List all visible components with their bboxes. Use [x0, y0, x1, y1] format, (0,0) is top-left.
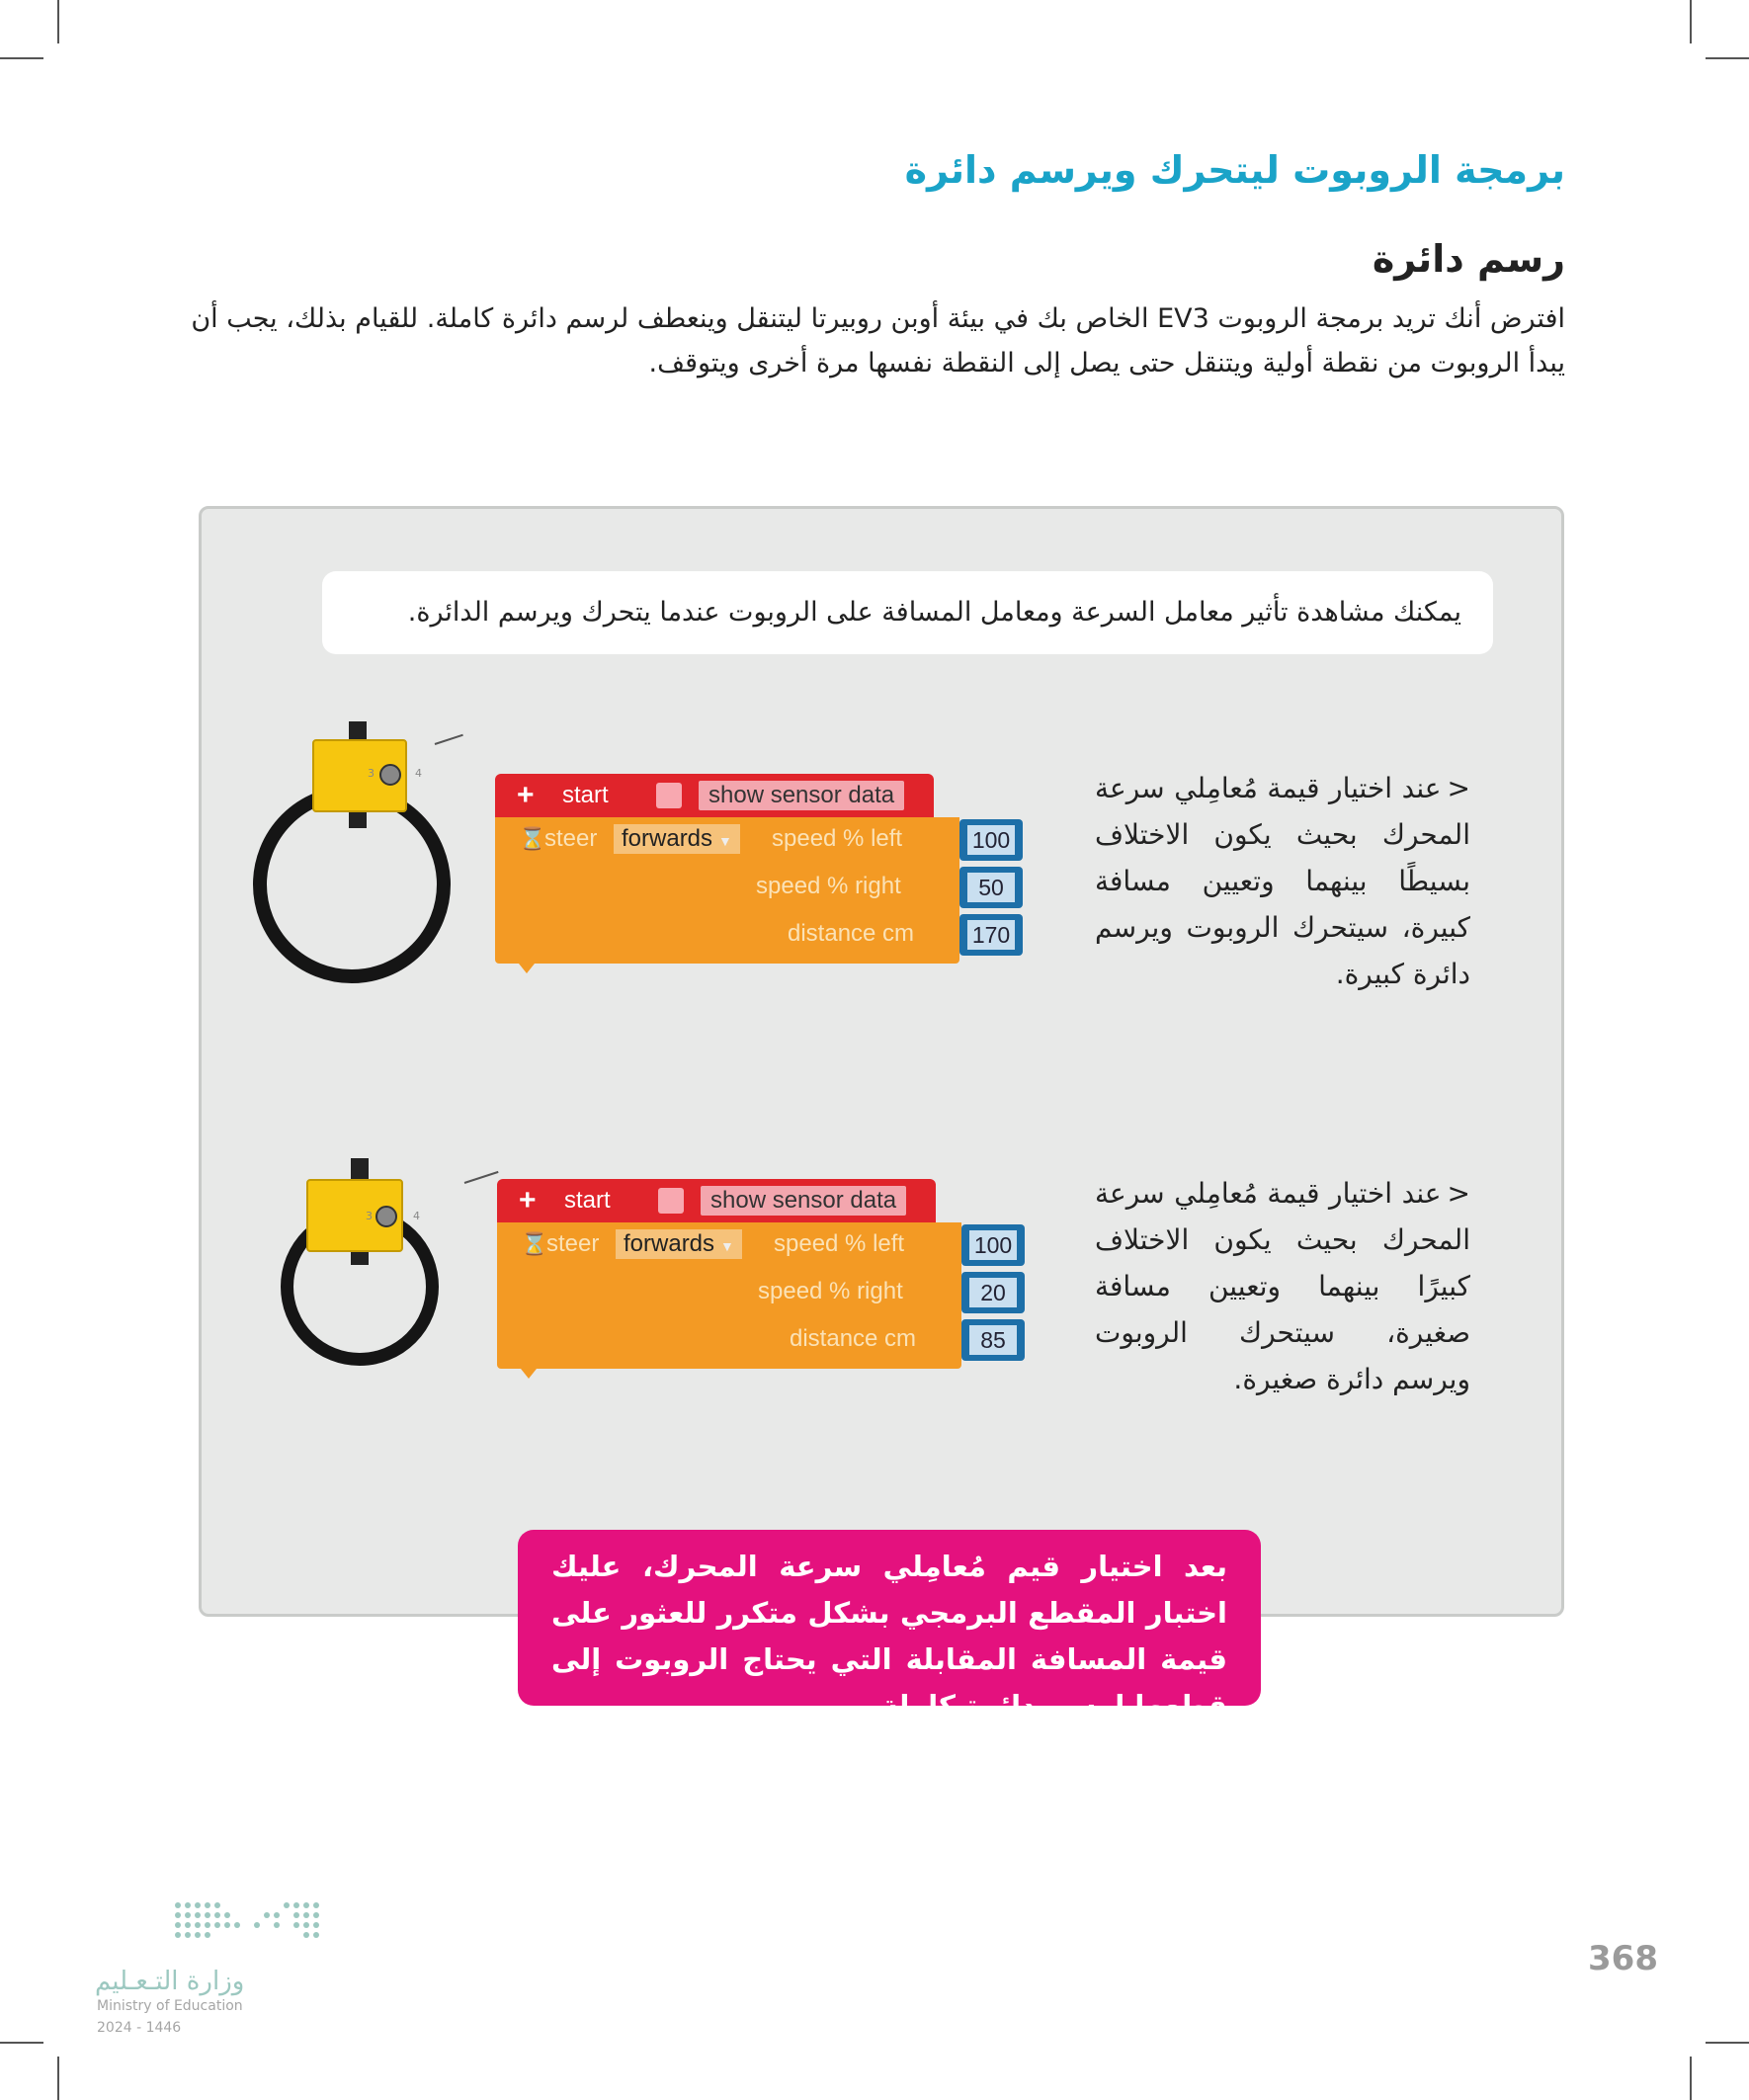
- bullet-arrow-icon: <: [1447, 1177, 1470, 1210]
- block-connector: [519, 964, 535, 973]
- crop-mark: [0, 57, 43, 59]
- steer-label: steer: [544, 825, 598, 852]
- code-block[interactable]: [497, 1179, 1013, 1386]
- speed-left-value[interactable]: 100: [967, 825, 1015, 855]
- distance-input[interactable]: [959, 914, 1023, 956]
- bullet-arrow-icon: <: [1447, 772, 1470, 804]
- speed-right-input[interactable]: [961, 1272, 1025, 1313]
- crop-mark: [1706, 57, 1749, 59]
- robot-label: 3: [366, 1210, 373, 1222]
- distance-label: distance cm: [790, 1325, 917, 1352]
- section-title: برمجة الروبوت ليتحرك ويرسم دائرة: [904, 148, 1565, 192]
- speed-left-input[interactable]: [959, 819, 1023, 861]
- sensor-checkbox[interactable]: [656, 783, 682, 808]
- speed-right-label: speed % right: [756, 873, 901, 899]
- speed-left-input[interactable]: [961, 1224, 1025, 1266]
- block-connector: [521, 1369, 537, 1379]
- plus-icon[interactable]: +: [519, 1184, 537, 1217]
- sensor-checkbox[interactable]: [658, 1188, 684, 1214]
- description-text: عند اختيار قيمة مُعامِلي سرعة المحرك بحيث يكون الاختلاف بسيطًا بينهما وتعيين مسافة كبيرة، سيتحرك الروبوت ويرسم دائرة كبيرة.: [1095, 772, 1470, 990]
- speed-right-label: speed % right: [758, 1278, 903, 1304]
- crop-mark: [57, 2057, 59, 2100]
- ministry-logo-icon: [172, 1899, 324, 1945]
- hourglass-icon: ⌛: [519, 826, 546, 851]
- speed-left-value[interactable]: 100: [969, 1230, 1017, 1260]
- speed-right-value[interactable]: 50: [967, 873, 1015, 902]
- distance-input[interactable]: [961, 1319, 1025, 1361]
- distance-value[interactable]: 170: [967, 920, 1015, 950]
- speed-right-value[interactable]: 20: [969, 1278, 1017, 1307]
- subsection-title: رسم دائرة: [1372, 237, 1565, 281]
- chevron-down-icon: ▼: [718, 833, 732, 849]
- robot-label: 4: [415, 767, 422, 780]
- show-sensor-data-label: show sensor data: [701, 1186, 906, 1216]
- steer-label: steer: [546, 1230, 600, 1257]
- crop-mark: [1690, 2057, 1692, 2100]
- distance-value[interactable]: 85: [969, 1325, 1017, 1355]
- callout-box: بعد اختيار قيم مُعامِلي سرعة المحرك، عليك اختبار المقطع البرمجي بشكل متكرر للعثور على قيمة المسافة المقابلة التي يحتاج الروبوت إلى قطعها لرسم دائرة كاملة.: [518, 1530, 1261, 1706]
- speed-right-input[interactable]: [959, 867, 1023, 908]
- robot-label: 3: [368, 767, 375, 780]
- academic-year: 2024 - 1446: [97, 2020, 182, 2036]
- direction-value: forwards: [622, 825, 713, 852]
- sensor-icon: [379, 764, 401, 786]
- direction-dropdown[interactable]: [614, 824, 740, 854]
- start-label: start: [562, 782, 609, 808]
- hourglass-icon: ⌛: [521, 1231, 548, 1256]
- intro-paragraph: افترض أنك تريد برمجة الروبوت EV3 الخاص بك في بيئة أوبن روبيرتا ليتنقل وينعطف لرسم دائرة كاملة. للقيام بذلك، يجب أن يبدأ الروبوت من نقطة أولية ويتنقل حتى يصل إلى النقطة نفسها مرة أخرى ويتوقف.: [191, 303, 1565, 378]
- direction-dropdown[interactable]: [616, 1229, 742, 1259]
- robot-label: 4: [413, 1210, 420, 1222]
- show-sensor-data-label: show sensor data: [699, 781, 904, 810]
- description-text: عند اختيار قيمة مُعامِلي سرعة المحرك بحيث يكون الاختلاف كبيرًا بينهما وتعيين مسافة صغيرة، سيتحرك الروبوت ويرسم دائرة صغيرة.: [1095, 1177, 1470, 1395]
- distance-label: distance cm: [788, 920, 915, 947]
- example-description: [1095, 1170, 1470, 1402]
- speed-left-label: speed % left: [772, 825, 903, 852]
- speed-left-label: speed % left: [774, 1230, 905, 1257]
- sensor-icon: [375, 1206, 397, 1227]
- example-description: [1095, 765, 1470, 997]
- crop-mark: [1706, 2042, 1749, 2044]
- example-panel: [199, 506, 1564, 1617]
- crop-mark: [0, 2042, 43, 2044]
- code-block[interactable]: [495, 774, 1011, 981]
- ministry-name-english: Ministry of Education: [97, 1998, 243, 2014]
- start-label: start: [564, 1187, 611, 1214]
- direction-value: forwards: [624, 1230, 715, 1257]
- crop-mark: [57, 0, 59, 43]
- ministry-name-arabic: وزارة التـعـليم: [95, 1967, 245, 1996]
- chevron-down-icon: ▼: [720, 1238, 734, 1254]
- panel-note: يمكنك مشاهدة تأثير معامل السرعة ومعامل المسافة على الروبوت عندما يتحرك ويرسم الدائرة.: [322, 571, 1493, 654]
- page-number: 368: [1588, 1939, 1658, 1978]
- plus-icon[interactable]: +: [517, 779, 535, 811]
- crop-mark: [1690, 0, 1692, 43]
